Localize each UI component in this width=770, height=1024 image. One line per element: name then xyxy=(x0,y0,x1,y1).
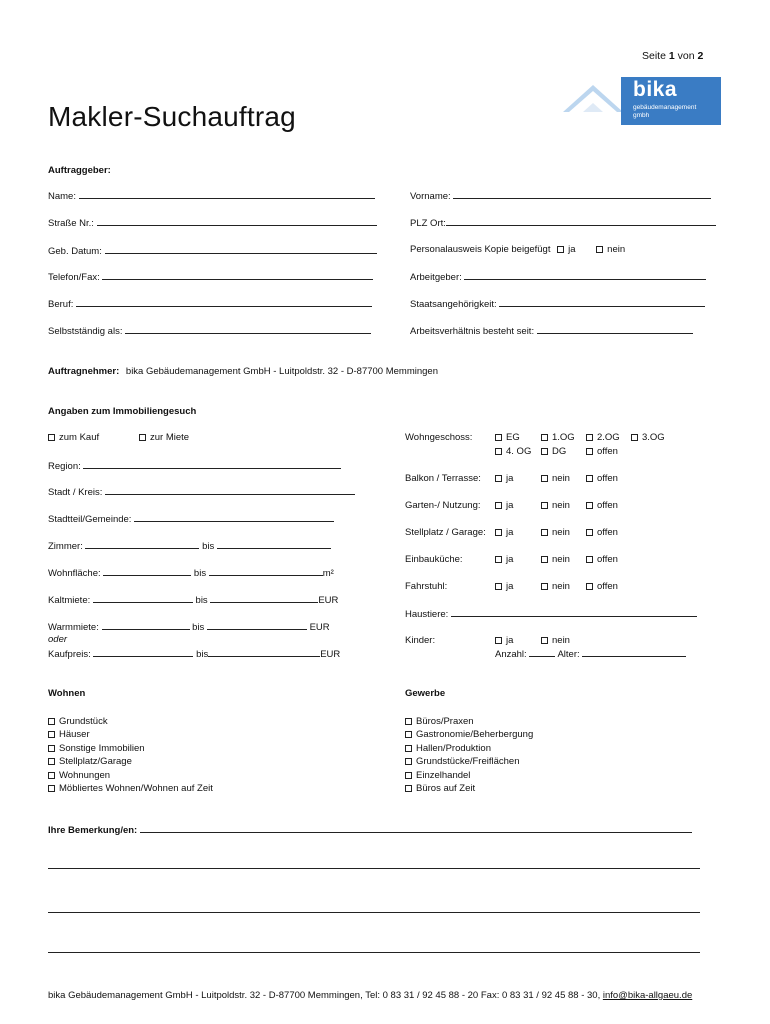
eg-checkbox[interactable] xyxy=(495,434,502,441)
dg-option[interactable] xyxy=(541,446,566,457)
wohnen-item[interactable] xyxy=(48,715,213,728)
ausweis-ja-label: ja xyxy=(568,244,576,255)
logo-line2: gmbh xyxy=(633,112,650,119)
kauf-label: zum Kauf xyxy=(59,432,100,443)
gewerbe-checkbox[interactable] xyxy=(405,745,412,752)
ausweis-nein-checkbox[interactable] xyxy=(596,246,603,253)
gewerbe-checkbox[interactable] xyxy=(405,785,412,792)
fahrstuhl-ja-option[interactable] xyxy=(495,581,513,592)
garten-nein-checkbox[interactable] xyxy=(541,502,548,509)
beruf-label: Beruf: xyxy=(48,299,74,310)
wohnen-checkbox[interactable] xyxy=(48,718,55,725)
warmmiete-bis-label: bis xyxy=(192,622,205,633)
haustiere-field[interactable] xyxy=(405,608,697,620)
kueche-offen-checkbox[interactable] xyxy=(586,556,593,563)
fahrstuhl-ja-label: ja xyxy=(506,581,514,592)
oder-text: oder xyxy=(48,634,68,645)
garten-offen-label: offen xyxy=(597,500,618,511)
garten-nein-option[interactable] xyxy=(541,500,570,511)
balkon-ja-checkbox[interactable] xyxy=(495,475,502,482)
kueche-ja-option[interactable] xyxy=(495,554,513,565)
geschoss-label: Wohngeschoss: xyxy=(405,432,473,443)
gewerbe-checkbox[interactable] xyxy=(405,731,412,738)
arbeitgeber-label: Arbeitgeber: xyxy=(410,272,462,283)
balkon-offen-option[interactable] xyxy=(586,473,618,484)
balkon-nein-checkbox[interactable] xyxy=(541,475,548,482)
wohnen-checkbox[interactable] xyxy=(48,785,55,792)
garten-offen-checkbox[interactable] xyxy=(586,502,593,509)
fahrstuhl-offen-option[interactable] xyxy=(586,581,618,592)
ausweis-ja-checkbox[interactable] xyxy=(557,246,564,253)
kueche-ja-label: ja xyxy=(506,554,514,565)
wohnen-item[interactable] xyxy=(48,742,213,755)
m2-unit: m² xyxy=(322,568,334,579)
gewerbe-item-label: Hallen/Produktion xyxy=(416,742,491,754)
kaufpreis-eur-unit: EUR xyxy=(320,649,341,660)
garten-ja-label: ja xyxy=(506,500,514,511)
kinder-nein-checkbox[interactable] xyxy=(541,637,548,644)
bika-logo xyxy=(563,77,721,125)
geschoss-offen-option[interactable] xyxy=(586,446,618,457)
kinder-nein-label: nein xyxy=(552,635,570,646)
geschoss-offen-checkbox[interactable] xyxy=(586,448,593,455)
telefon-field[interactable] xyxy=(48,271,373,283)
fahrstuhl-offen-checkbox[interactable] xyxy=(586,583,593,590)
fahrstuhl-nein-checkbox[interactable] xyxy=(541,583,548,590)
gewerbe-item-label: Gastronomie/Beherbergung xyxy=(416,729,534,741)
gewerbe-item-label: Büros/Praxen xyxy=(416,716,474,727)
kinder-ja-checkbox[interactable] xyxy=(495,637,502,644)
kaltmiete-label: Kaltmiete: xyxy=(48,595,91,606)
gewerbe-item[interactable] xyxy=(405,728,533,741)
stadt-label: Stadt / Kreis: xyxy=(48,487,103,498)
balkon-nein-option[interactable] xyxy=(541,473,570,484)
kinder-ja-option[interactable] xyxy=(495,635,513,646)
anzahl-label: Anzahl: xyxy=(495,649,527,660)
garten-label: Garten-/ Nutzung: xyxy=(405,500,481,511)
gewerbe-checkbox[interactable] xyxy=(405,758,412,765)
remarks-label: Ihre Bemerkung/en: xyxy=(48,825,138,836)
gewerbe-checkbox[interactable] xyxy=(405,718,412,725)
selbst-label: Selbstständig als: xyxy=(48,326,123,337)
fahrstuhl-nein-option[interactable] xyxy=(541,581,570,592)
og2-option[interactable] xyxy=(586,432,620,443)
og2-checkbox[interactable] xyxy=(586,434,593,441)
og2-label: 2.OG xyxy=(597,432,620,443)
gewerbe-item[interactable] xyxy=(405,715,533,728)
garten-ja-checkbox[interactable] xyxy=(495,502,502,509)
og1-checkbox[interactable] xyxy=(541,434,548,441)
kaltmiete-field[interactable] xyxy=(48,594,338,606)
wohnen-item[interactable] xyxy=(48,755,213,768)
wohnen-item-label: Sonstige Immobilien xyxy=(59,742,145,754)
ausweis-nein-label: nein xyxy=(607,244,626,255)
staat-label: Staatsangehörigkeit: xyxy=(410,299,497,310)
wohnen-item-label: Häuser xyxy=(59,729,90,741)
region-label: Region: xyxy=(48,461,81,472)
og1-label: 1.OG xyxy=(552,432,575,443)
name-label: Name: xyxy=(48,191,76,202)
balkon-nein-label: nein xyxy=(552,473,570,484)
logo-brand: bika xyxy=(633,78,678,101)
kaufpreis-bis-label: bis xyxy=(196,649,209,660)
kueche-ja-checkbox[interactable] xyxy=(495,556,502,563)
arbeitsv-label: Arbeitsverhältnis besteht seit: xyxy=(410,326,535,337)
garten-nein-label: nein xyxy=(552,500,570,511)
selbst-field[interactable] xyxy=(48,325,371,337)
page-current: 1 xyxy=(668,50,675,62)
garten-offen-option[interactable] xyxy=(586,500,618,511)
balkon-offen-label: offen xyxy=(597,473,618,484)
wohnen-checkbox[interactable] xyxy=(48,731,55,738)
geschoss-offen-label: offen xyxy=(597,446,618,457)
ausweis-label: Personalausweis Kopie beigefügt xyxy=(410,244,551,255)
balkon-label: Balkon / Terrasse: xyxy=(405,473,481,484)
wohnen-item-label: Stellplatz/Garage xyxy=(59,756,132,768)
fahrstuhl-nein-label: nein xyxy=(552,581,570,592)
arbeitgeber-field[interactable] xyxy=(410,271,706,283)
stellplatz-label: Stellplatz / Garage: xyxy=(405,527,486,538)
page-title: Makler-Suchauftrag xyxy=(48,101,296,132)
og1-option[interactable] xyxy=(541,432,575,443)
kueche-nein-label: nein xyxy=(552,554,570,565)
kinder-nein-option[interactable] xyxy=(541,635,570,646)
kueche-nein-checkbox[interactable] xyxy=(541,556,548,563)
stellplatz-nein-checkbox[interactable] xyxy=(541,529,548,536)
client-heading: Auftraggeber: xyxy=(48,165,111,176)
wohnen-checkbox[interactable] xyxy=(48,772,55,779)
og4-label: 4. OG xyxy=(506,446,532,457)
gewerbe-item-label: Büros auf Zeit xyxy=(416,783,476,795)
kaufpreis-field[interactable] xyxy=(48,648,340,660)
wohnen-checkbox[interactable] xyxy=(48,758,55,765)
warmmiete-eur-unit: EUR xyxy=(309,622,330,633)
stellplatz-ja-option[interactable] xyxy=(495,527,513,538)
logo-line1: gebäudemanagement xyxy=(633,104,697,111)
gewerbe-item[interactable] xyxy=(405,742,533,755)
wohnflaeche-bis-label: bis xyxy=(193,568,207,579)
wohnflaeche-field[interactable] xyxy=(48,567,334,579)
og4-option[interactable] xyxy=(495,446,531,457)
kueche-label: Einbauküche: xyxy=(405,554,463,565)
miete-checkbox[interactable] xyxy=(139,434,146,441)
dg-checkbox[interactable] xyxy=(541,448,548,455)
kinder-ja-label: ja xyxy=(506,635,514,646)
agent-row xyxy=(48,366,438,377)
page-prefix: Seite xyxy=(642,50,666,62)
footer-email-link[interactable]: info@bika-allgaeu.de xyxy=(602,990,693,1001)
kueche-offen-label: offen xyxy=(597,554,618,565)
kinder-details-field[interactable] xyxy=(495,648,686,660)
gewerbe-item[interactable] xyxy=(405,782,533,795)
haustiere-label: Haustiere: xyxy=(405,609,449,620)
remarks-field[interactable] xyxy=(48,824,692,836)
og4-checkbox[interactable] xyxy=(495,448,502,455)
gewerbe-item[interactable] xyxy=(405,769,533,782)
gewerbe-item[interactable] xyxy=(405,755,533,768)
gewerbe-heading: Gewerbe xyxy=(405,688,446,699)
miete-label: zur Miete xyxy=(150,432,190,443)
name-field[interactable] xyxy=(48,190,375,202)
stellplatz-ja-checkbox[interactable] xyxy=(495,529,502,536)
balkon-ja-label: ja xyxy=(506,473,514,484)
gewerbe-checkbox[interactable] xyxy=(405,772,412,779)
kauf-checkbox[interactable] xyxy=(48,434,55,441)
kaltmiete-bis-label: bis xyxy=(195,595,208,606)
zimmer-field[interactable] xyxy=(48,540,331,552)
wohnen-list xyxy=(48,715,213,795)
kaltmiete-eur-unit: EUR xyxy=(318,595,339,606)
geb-label: Geb. Datum: xyxy=(48,246,102,257)
geb-field[interactable] xyxy=(48,245,377,257)
stadt-field[interactable] xyxy=(48,486,355,498)
stellplatz-nein-option[interactable] xyxy=(541,527,570,538)
agent-value: bika Gebäudemanagement GmbH - Luitpoldstr. 32 - D-87700 Memmingen xyxy=(125,366,438,377)
kauf-option[interactable] xyxy=(48,432,99,443)
vorname-label: Vorname: xyxy=(410,191,451,202)
kueche-nein-option[interactable] xyxy=(541,554,570,565)
footer-text: bika Gebäudemanagement GmbH - Luitpoldstr. 32 - D-87700 Memmingen, Tel: 0 83 31 / 92 45 88 - 20 Fax: 0 83 31 / 92 45 88 - 30, xyxy=(48,990,601,1001)
miete-option[interactable] xyxy=(139,432,189,443)
search-heading: Angaben zum Immobiliengesuch xyxy=(48,406,197,417)
plz-field[interactable] xyxy=(410,217,716,229)
eg-label: EG xyxy=(506,432,520,443)
page-number xyxy=(642,50,703,62)
stellplatz-offen-label: offen xyxy=(597,527,618,538)
garten-ja-option[interactable] xyxy=(495,500,513,511)
stadtteil-field[interactable] xyxy=(48,513,334,525)
stellplatz-offen-checkbox[interactable] xyxy=(586,529,593,536)
telefon-label: Telefon/Fax: xyxy=(48,272,100,283)
og3-label: 3.OG xyxy=(642,432,665,443)
stellplatz-nein-label: nein xyxy=(552,527,570,538)
dg-label: DG xyxy=(552,446,567,457)
zimmer-bis-label: bis xyxy=(202,541,215,552)
strasse-field[interactable] xyxy=(48,217,377,229)
gewerbe-list xyxy=(405,715,533,795)
ausweis-field xyxy=(410,244,625,255)
balkon-offen-checkbox[interactable] xyxy=(586,475,593,482)
wohnflaeche-label: Wohnfläche: xyxy=(48,568,101,579)
region-field[interactable] xyxy=(48,460,341,472)
remarks-line[interactable] xyxy=(48,912,700,913)
wohnen-item-label: Wohnungen xyxy=(59,769,111,781)
kaufpreis-label: Kaufpreis: xyxy=(48,649,91,660)
strasse-label: Straße Nr.: xyxy=(48,218,94,229)
remarks-line[interactable] xyxy=(48,868,700,869)
page-total: 2 xyxy=(697,50,704,62)
kinder-label: Kinder: xyxy=(405,635,436,646)
kueche-offen-option[interactable] xyxy=(586,554,618,565)
og3-checkbox[interactable] xyxy=(631,434,638,441)
agent-label: Auftragnehmer: xyxy=(48,366,120,377)
beruf-field[interactable] xyxy=(48,298,372,310)
wohnen-item[interactable] xyxy=(48,728,213,741)
wohnen-item-label: Grundstück xyxy=(59,716,108,727)
footer xyxy=(48,990,692,1001)
balkon-ja-option[interactable] xyxy=(495,473,513,484)
stadtteil-label: Stadtteil/Gemeinde: xyxy=(48,514,132,525)
gewerbe-item-label: Grundstücke/Freiflächen xyxy=(416,756,520,768)
wohnen-item-label: Möbliertes Wohnen/Wohnen auf Zeit xyxy=(59,783,213,795)
fahrstuhl-label: Fahrstuhl: xyxy=(405,581,448,592)
stellplatz-ja-label: ja xyxy=(506,527,514,538)
wohnen-item[interactable] xyxy=(48,769,213,782)
stellplatz-offen-option[interactable] xyxy=(586,527,618,538)
gewerbe-item-label: Einzelhandel xyxy=(416,769,471,781)
remarks-line[interactable] xyxy=(48,952,700,953)
warmmiete-label: Warmmiete: xyxy=(48,622,99,633)
warmmiete-field[interactable] xyxy=(48,621,330,633)
og3-option[interactable] xyxy=(631,432,665,443)
wohnen-item[interactable] xyxy=(48,782,213,795)
wohnen-checkbox[interactable] xyxy=(48,745,55,752)
fahrstuhl-ja-checkbox[interactable] xyxy=(495,583,502,590)
alter-label: Alter: xyxy=(557,649,580,660)
eg-option[interactable] xyxy=(495,432,520,443)
arbeitsv-field[interactable] xyxy=(410,325,693,337)
wohnen-heading: Wohnen xyxy=(48,688,86,699)
zimmer-label: Zimmer: xyxy=(48,541,83,552)
page-mid: von xyxy=(677,50,695,62)
fahrstuhl-offen-label: offen xyxy=(597,581,618,592)
vorname-field[interactable] xyxy=(410,190,711,202)
plz-label: PLZ Ort: xyxy=(410,218,446,229)
staat-field[interactable] xyxy=(410,298,705,310)
